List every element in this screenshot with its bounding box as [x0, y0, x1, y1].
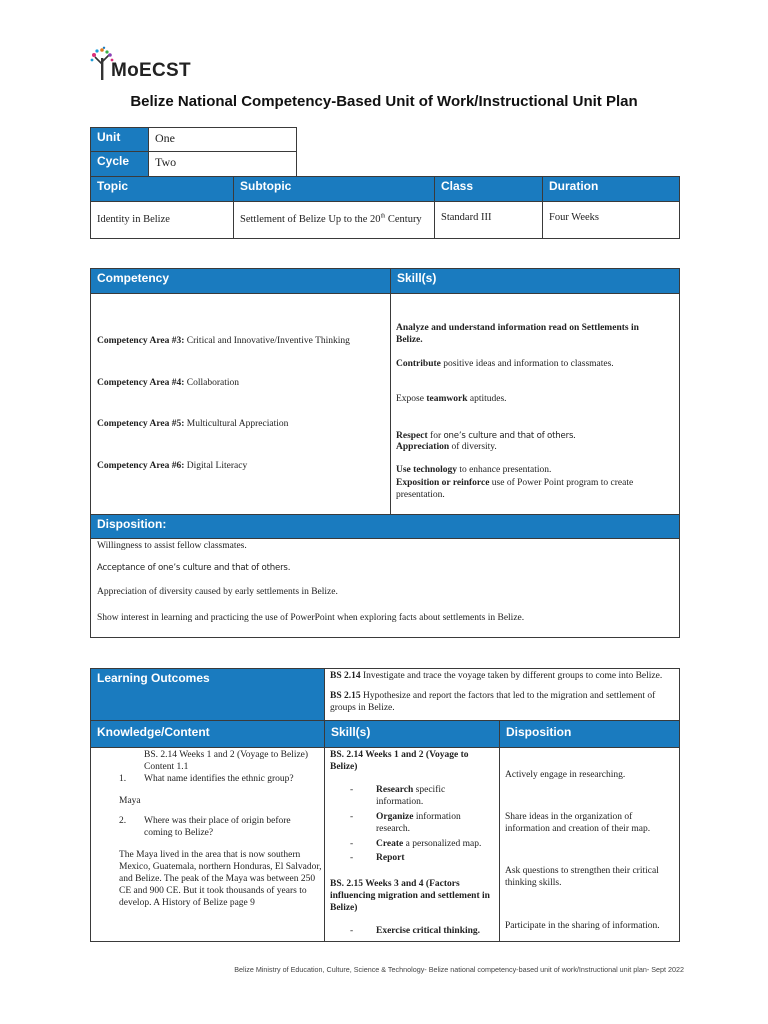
skill-item: Exposition or reinforce use of Power Point program to create presentation.	[396, 478, 634, 500]
page-footer: Belize Ministry of Education, Culture, Science & Technology- Belize national competency-based unit of work/Instructional unit plan- Sept 2022	[234, 965, 684, 974]
class-value: Standard III	[435, 202, 543, 239]
skills-week-label: BS. 2.14 Weeks 1 and 2 (Voyage to Belize)	[330, 750, 469, 772]
question-number: 1.	[119, 774, 127, 784]
bullet-dash: -	[350, 812, 354, 822]
skill-item: Analyze and understand information read on Settlements in Belize.	[396, 323, 639, 345]
question: What name identifies the ethnic group?	[144, 774, 294, 784]
competency-item: Competency Area #5: Multicultural Appreciation	[97, 419, 289, 429]
subtopic-value: Settlement of Belize Up to the 20th Century	[234, 202, 435, 239]
duration-header: Duration	[543, 177, 680, 202]
disposition-item: Acceptance of one’s culture and that of others.	[97, 563, 291, 573]
skill-item: Respect for one’s culture and that of others.	[396, 431, 576, 441]
disposition-header-2: Disposition	[500, 721, 680, 748]
disposition-content	[500, 748, 680, 942]
duration-value: Four Weeks	[543, 202, 680, 239]
bullet-dash: -	[350, 839, 354, 849]
question: Where was their place of origin before coming to Belize?	[144, 816, 291, 838]
skill-bullet: Create a personalized map.	[376, 839, 482, 849]
skills-list	[391, 294, 680, 515]
competency-list	[91, 294, 391, 515]
knowledge-paragraph: The Maya lived in the area that is now southern Mexico, Guatemala, northern Honduras, El Salvador, and Belize. The peak of the Maya was between 250 CE and 900 CE. But it took thousands of years to develop. A History of Belize page 9	[119, 850, 322, 908]
competency-table	[90, 268, 680, 638]
disposition-item: Actively engage in researching.	[505, 770, 626, 780]
learning-outcome: BS 2.14 Investigate and trace the voyage taken by different groups to come into Belize.	[330, 671, 663, 681]
skills-header-2: Skill(s)	[325, 721, 500, 748]
knowledge-week-label: BS. 2.14 Weeks 1 and 2 (Voyage to Belize)	[144, 750, 309, 760]
unit-cycle-table	[90, 127, 297, 177]
unit-label: Unit	[91, 128, 149, 152]
skill-item: Use technology to enhance presentation.	[396, 465, 552, 475]
class-header: Class	[435, 177, 543, 202]
subtopic-header: Subtopic	[234, 177, 435, 202]
competency-item: Competency Area #4: Collaboration	[97, 378, 240, 388]
unit-value: One	[149, 128, 297, 152]
skills-header: Skill(s)	[391, 269, 680, 294]
skill-item: Appreciation of diversity.	[396, 442, 497, 452]
competency-item: Competency Area #6: Digital Literacy	[97, 461, 248, 471]
knowledge-content	[91, 748, 325, 942]
bullet-dash: -	[350, 853, 354, 863]
skills-content	[325, 748, 500, 942]
skill-bullet: Organize information research.	[376, 812, 461, 834]
disposition-item: Appreciation of diversity caused by early settlements in Belize.	[97, 587, 338, 597]
topic-table	[90, 176, 680, 239]
knowledge-content-label: Content 1.1	[144, 762, 189, 772]
cycle-value: Two	[149, 152, 297, 177]
skills-week-label: BS. 2.15 Weeks 3 and 4 (Factors influencing migration and settlement in Belize)	[330, 879, 490, 913]
topic-value: Identity in Belize	[91, 202, 234, 239]
cycle-label: Cycle	[91, 152, 149, 177]
disposition-item: Share ideas in the organization of information and creation of their map.	[505, 812, 651, 834]
learning-outcomes-list	[325, 669, 680, 721]
question-number: 2.	[119, 816, 127, 826]
competency-item: Competency Area #3: Critical and Innovative/Inventive Thinking	[97, 336, 350, 346]
skill-bullet: Report	[376, 853, 405, 863]
moecst-logo	[90, 46, 230, 86]
disposition-list	[91, 539, 680, 638]
bullet-dash: -	[350, 785, 354, 795]
logo-text: MoECST	[111, 60, 191, 81]
bullet-dash: -	[350, 926, 354, 936]
topic-header: Topic	[91, 177, 234, 202]
disposition-item: Ask questions to strengthen their critical thinking skills.	[505, 866, 659, 888]
disposition-header: Disposition:	[91, 515, 680, 539]
disposition-item: Participate in the sharing of information.	[505, 921, 660, 931]
disposition-item: Willingness to assist fellow classmates.	[97, 541, 247, 551]
disposition-item: Show interest in learning and practicing the use of PowerPoint when exploring facts about settlements in Belize.	[97, 613, 525, 623]
skill-bullet: Research specific information.	[376, 785, 446, 807]
skill-item: Contribute positive ideas and information to classmates.	[396, 359, 614, 369]
competency-header: Competency	[91, 269, 391, 294]
document-title: Belize National Competency-Based Unit of Work/Instructional Unit Plan	[130, 93, 638, 110]
skill-bullet: Exercise critical thinking.	[376, 926, 481, 936]
knowledge-header: Knowledge/Content	[91, 721, 325, 748]
outcomes-table	[90, 668, 680, 942]
learning-outcome: BS 2.15 Hypothesize and report the factors that led to the migration and settlement of groups in Belize.	[330, 690, 656, 713]
learning-outcomes-header: Learning Outcomes	[91, 669, 325, 721]
skill-item: Expose teamwork aptitudes.	[396, 394, 507, 404]
answer: Maya	[119, 796, 141, 806]
